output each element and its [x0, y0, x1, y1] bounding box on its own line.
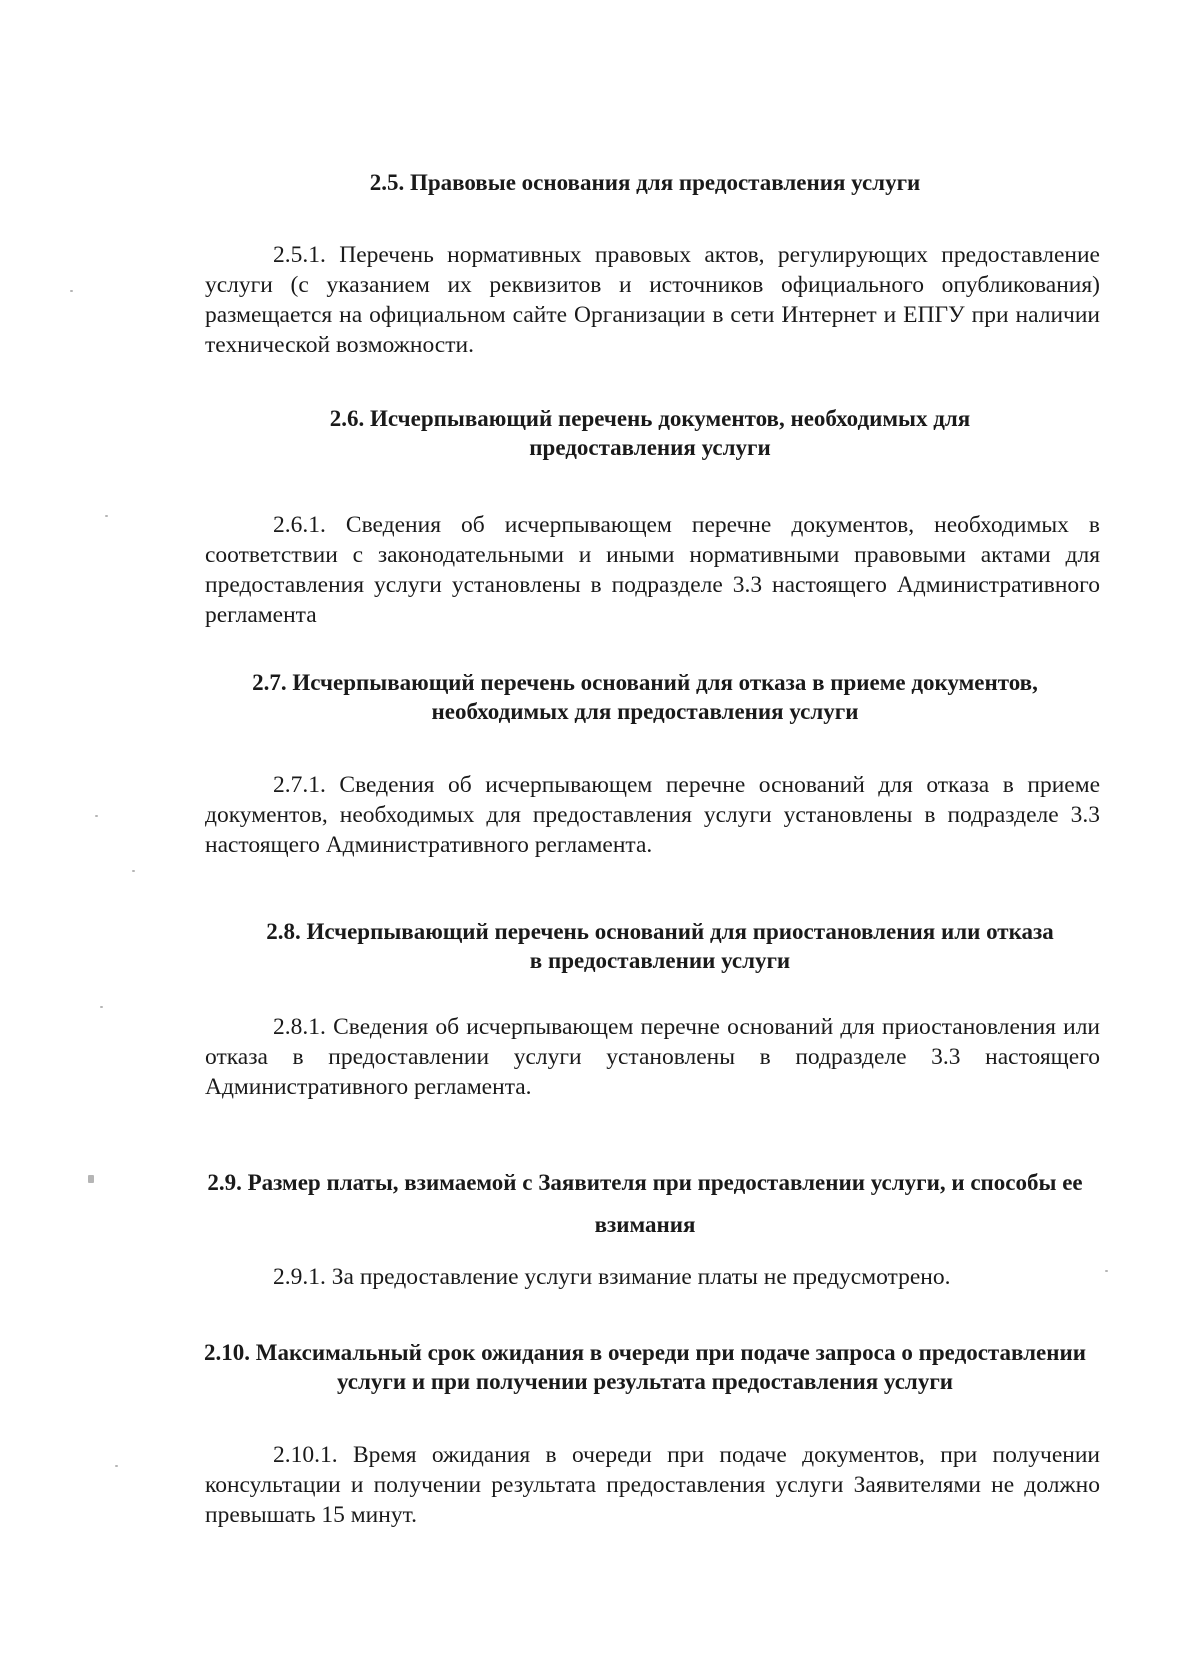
paragraph-2-10-1: 2.10.1. Время ожидания в очереди при подаче документов, при получении консультации и получении результата предоставления услуги Заявителями не должно превышать 15 минут. [205, 1442, 1100, 1528]
section-heading-2-7: 2.7. Исчерпывающий перечень оснований для отказа в приеме документов, необходимых для предоставления услуги [252, 670, 1038, 724]
section-heading-2-10: 2.10. Максимальный срок ожидания в очереди при подаче запроса о предоставлении услуги и при получении результата предоставления услуги [204, 1340, 1086, 1394]
paragraph-2-9-1: 2.9.1. За предоставление услуги взимание платы не предусмотрено. [273, 1264, 951, 1290]
scan-speck [70, 290, 73, 292]
section-heading-2-8: 2.8. Исчерпывающий перечень оснований для приостановления или отказа в предоставлении услуги [266, 919, 1054, 973]
scan-speck [115, 1465, 118, 1467]
section-heading-2-6: 2.6. Исчерпывающий перечень документов, необходимых для предоставления услуги [329, 406, 971, 460]
scan-speck [95, 815, 98, 817]
scan-speck [88, 1175, 94, 1183]
scan-speck [105, 515, 108, 517]
scan-speck [100, 1006, 103, 1008]
scan-speck [1105, 1270, 1108, 1272]
paragraph-2-8-1: 2.8.1. Сведения об исчерпывающем перечне оснований для приостановления или отказа в предоставлении услуги установлены в подразделе 3.3 настоящего Административного регламента. [205, 1014, 1100, 1100]
paragraph-2-7-1: 2.7.1. Сведения об исчерпывающем перечне оснований для отказа в приеме документов, необходимых для предоставления услуги установлены в подразделе 3.3 настоящего Административного регламента. [205, 772, 1100, 858]
scan-speck [132, 870, 135, 872]
section-heading-2-9: 2.9. Размер платы, взимаемой с Заявителя при предоставлении услуги, и способы ее взимания [207, 1170, 1083, 1237]
section-heading-2-5: 2.5. Правовые основания для предоставления услуги [369, 170, 921, 195]
paragraph-2-5-1: 2.5.1. Перечень нормативных правовых актов, регулирующих предоставление услуги (с указанием их реквизитов и источников официального опубликования) размещается на официальном сайте Организации в сети Интернет и ЕПГУ при наличии технической возможности. [205, 242, 1100, 358]
paragraph-2-6-1: 2.6.1. Сведения об исчерпывающем перечне документов, необходимых в соответствии с законодательными и иными нормативными правовыми актами для предоставления услуги установлены в подразделе 3.3 настоящего Административного регламента [205, 512, 1100, 628]
